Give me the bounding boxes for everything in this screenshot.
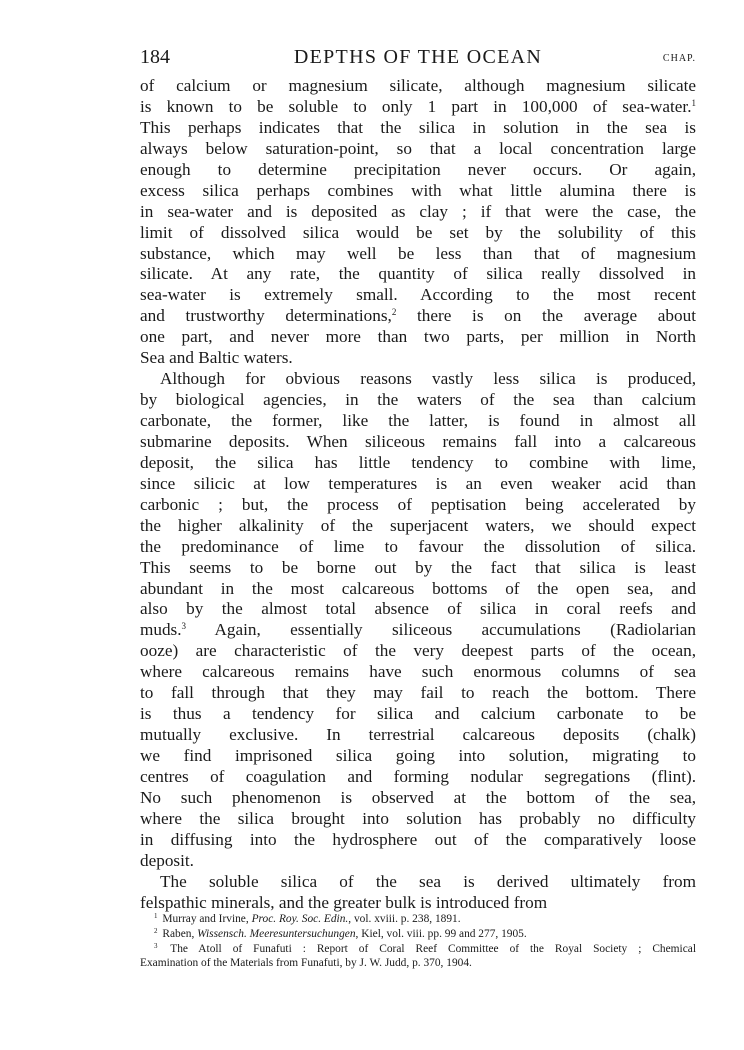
- text-line: [140, 872, 696, 893]
- line-text: enough to determine precipitation never occurs. Or again,: [140, 159, 696, 179]
- line-text: substance, which may well be less than that of magnesium: [140, 243, 696, 263]
- footnote-text: Examination of the Materials from Funafuti, by J. W. Judd, p. 370, 1904.: [140, 957, 472, 970]
- paragraph: [140, 369, 696, 872]
- line-text: centres of coagulation and forming nodular segregations (flint).: [140, 766, 696, 786]
- line-text: submarine deposits. When siliceous remains fall into a calcareous: [140, 431, 696, 451]
- text-line: [140, 390, 696, 411]
- text-line: [140, 558, 696, 579]
- footnotes: [140, 912, 696, 971]
- footnote-text: Murray and Irvine,: [162, 913, 252, 925]
- line-text: the predominance of lime to favour the dissolution of silica.: [140, 536, 696, 556]
- footnote-3-continued: [140, 956, 696, 971]
- line-text: deposit, the silica has little tendency to combine with lime,: [140, 452, 696, 472]
- text-line: [140, 76, 696, 97]
- text-line: [140, 893, 696, 914]
- line-text: No such phenomenon is observed at the bottom of the sea,: [140, 787, 696, 807]
- line-text: in sea-water and is deposited as clay ; if that were the case, the: [140, 201, 696, 221]
- text-line: [140, 327, 696, 348]
- text-line: [140, 704, 696, 725]
- line-text: This perhaps indicates that the silica in solution in the sea is: [140, 117, 696, 137]
- footnote-mark: 3: [154, 941, 158, 950]
- line-text: ooze) are characteristic of the very deepest parts of the ocean,: [140, 641, 696, 661]
- paragraph: [140, 872, 696, 914]
- text-line: [140, 306, 696, 327]
- text-line: [140, 348, 696, 369]
- line-text: there is on the average about: [396, 306, 696, 326]
- text-line: [140, 641, 696, 662]
- text-line: [140, 599, 696, 620]
- footnote-text: , Kiel, vol. viii. pp. 99 and 277, 1905.: [355, 927, 527, 940]
- text-line: [140, 160, 696, 181]
- text-line: [140, 746, 696, 767]
- line-text: of calcium or magnesium silicate, although magnesium silicate: [140, 76, 696, 95]
- line-text: muds.: [140, 620, 182, 640]
- chapter-label: CHAP.: [662, 53, 696, 64]
- text-line: [140, 851, 696, 872]
- running-title: DEPTHS OF THE OCEAN: [293, 46, 543, 68]
- text-line: [140, 97, 696, 118]
- text-line: [140, 264, 696, 285]
- text-line: [140, 202, 696, 223]
- line-text: Although for obvious reasons vastly less silica is produced,: [160, 369, 696, 389]
- text-line: [140, 809, 696, 830]
- line-text: Sea and Baltic waters.: [140, 348, 293, 368]
- text-line: [140, 118, 696, 139]
- footnote-text: The Atoll of Funafuti : Report of Coral Reef Committee of the Royal Society ; Chemical: [170, 942, 696, 955]
- footnote-reference: 2: [391, 307, 397, 318]
- line-text: The soluble silica of the sea is derived ultimately from: [160, 871, 696, 891]
- page-number: 184: [140, 46, 170, 68]
- text-line: [140, 432, 696, 453]
- page-header: [140, 42, 696, 72]
- text-line: [140, 223, 696, 244]
- line-text: sea-water is extremely small. According to the most recent: [140, 285, 696, 305]
- line-text: abundant in the most calcareous bottoms of the open sea, and: [140, 578, 696, 598]
- line-text: by biological agencies, in the waters of the sea than calcium: [140, 390, 696, 410]
- line-text: felspathic minerals, and the greater bulk is introduced from: [140, 892, 548, 912]
- footnote-reference: 1: [691, 97, 696, 108]
- text-line: [140, 474, 696, 495]
- text-line: [140, 830, 696, 851]
- text-line: [140, 767, 696, 788]
- line-text: mutually exclusive. In terrestrial calcareous deposits (chalk): [140, 725, 696, 745]
- text-line: [140, 244, 696, 265]
- footnote-1: [140, 912, 696, 927]
- line-text: in diffusing into the hydrosphere out of the comparatively loose: [140, 829, 696, 849]
- line-text: carbonate, the former, like the latter, is found in almost all: [140, 411, 696, 430]
- footnote-mark: 2: [154, 926, 158, 935]
- line-text: carbonic ; but, the process of peptisation being accelerated by: [140, 494, 696, 514]
- line-text: Again, essentially siliceous accumulations (Radiolarian: [186, 620, 696, 640]
- line-text: where calcareous remains have such enormous columns of sea: [140, 662, 696, 682]
- line-text: is known to be soluble to only 1 part in 100,000 of sea-water.: [140, 96, 692, 116]
- text-line: [140, 537, 696, 558]
- text-line: [140, 662, 696, 683]
- line-text: excess silica perhaps combines with what little alumina there is: [140, 180, 696, 200]
- line-text: and trustworthy determinations,: [140, 306, 392, 326]
- text-line: [140, 683, 696, 704]
- line-text: one part, and never more than two parts, per million in North: [140, 327, 696, 347]
- footnote-2: [140, 927, 696, 942]
- line-text: the higher alkalinity of the superjacent waters, we should expect: [140, 515, 696, 535]
- footnote-citation: Proc. Roy. Soc. Edin.: [251, 913, 349, 925]
- line-text: is thus a tendency for silica and calcium carbonate to be: [140, 704, 696, 724]
- text-line: [140, 495, 696, 516]
- line-text: since silicic at low temperatures is an even weaker acid than: [140, 473, 696, 493]
- text-line: [140, 579, 696, 600]
- body-text: [140, 76, 696, 914]
- text-line: [140, 516, 696, 537]
- footnote-reference: 3: [181, 621, 187, 632]
- text-line: [140, 285, 696, 306]
- text-line: [140, 620, 696, 641]
- text-line: [140, 453, 696, 474]
- footnote-3: [140, 942, 696, 957]
- footnote-text: Raben,: [162, 927, 198, 940]
- line-text: where the silica brought into solution has probably no difficulty: [140, 808, 696, 828]
- text-line: [140, 725, 696, 746]
- line-text: deposit.: [140, 850, 194, 870]
- text-line: [140, 181, 696, 202]
- line-text: This seems to be borne out by the fact that silica is least: [140, 557, 696, 577]
- text-line: [140, 139, 696, 160]
- line-text: limit of dissolved silica would be set by the solubility of this: [140, 222, 696, 242]
- text-line: [140, 411, 696, 432]
- line-text: always below saturation-point, so that a local concentration large: [140, 138, 696, 158]
- paragraph: [140, 76, 696, 369]
- footnote-text: , vol. xviii. p. 238, 1891.: [348, 913, 461, 925]
- line-text: also by the almost total absence of silica in coral reefs and: [140, 599, 696, 619]
- text-line: [140, 369, 696, 390]
- line-text: to fall through that they may fail to reach the bottom. There: [140, 683, 696, 703]
- line-text: we find imprisoned silica going into solution, migrating to: [140, 746, 696, 765]
- footnote-mark: 1: [154, 912, 158, 920]
- line-text: silicate. At any rate, the quantity of silica really dissolved in: [140, 264, 696, 284]
- text-line: [140, 788, 696, 809]
- footnote-citation: Wissensch. Meeresuntersuchungen: [197, 927, 356, 940]
